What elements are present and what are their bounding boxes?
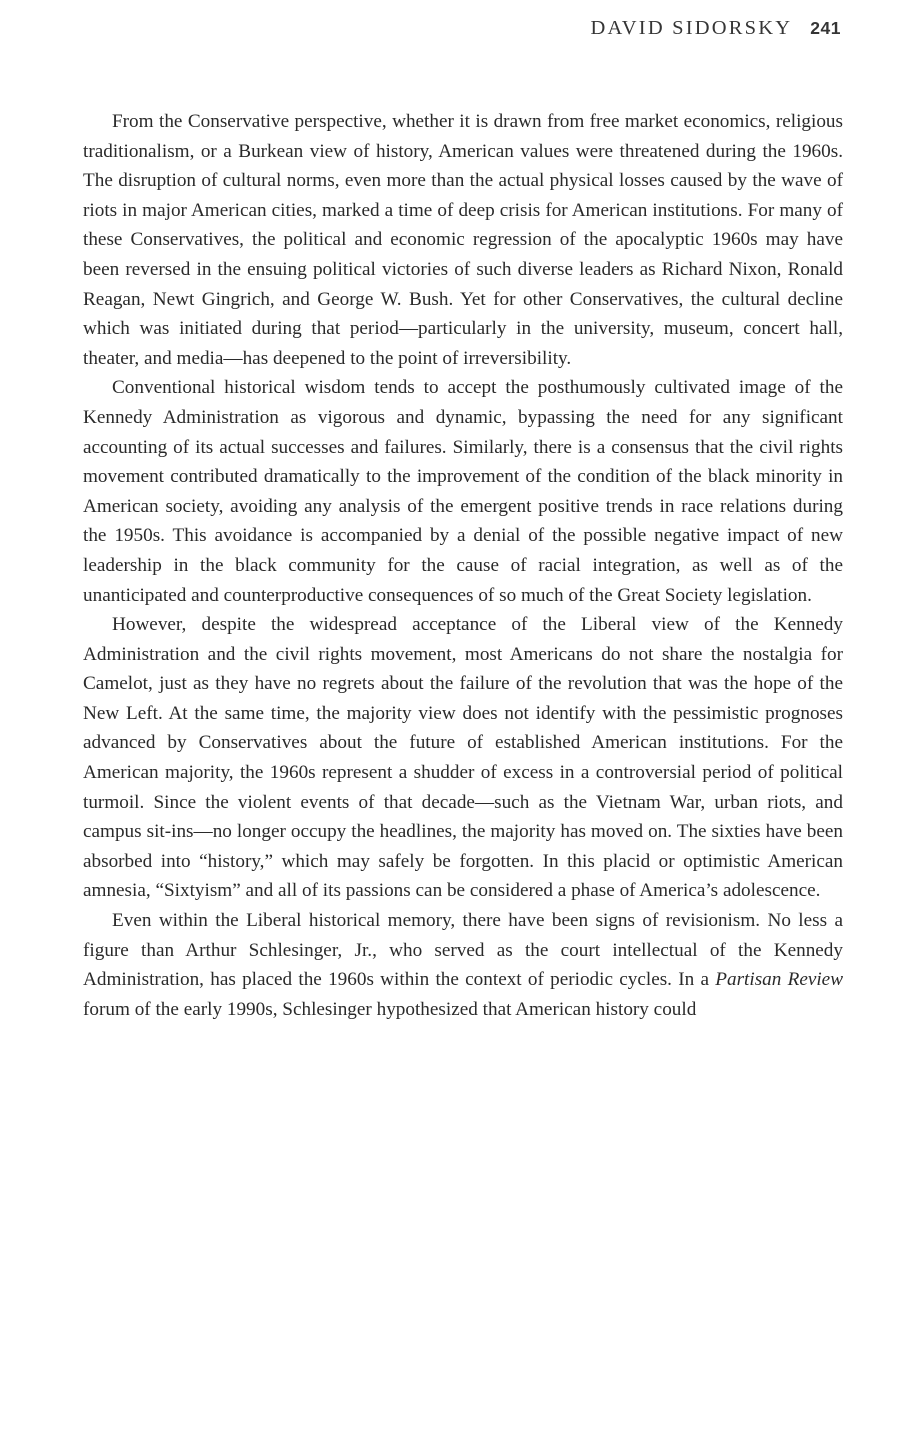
paragraph-4 <box>83 906 843 1024</box>
page-number: 241 <box>810 18 841 38</box>
paragraph-2: Conventional historical wisdom tends to accept the posthumously cultivated image of the Kennedy Administration as vigorous and dynamic, bypassing the need for any significant accounting of its actual successes and failures. Similarly, there is a consensus that the civil rights movement contributed dramatically to the improvement of the condition of the black minority in American society, avoiding any analysis of the emergent positive trends in race relations during the 1950s. This avoidance is accompanied by a denial of the possible negative impact of new leadership in the black community for the cause of racial integration, as well as of the unanticipated and counterproductive consequences of so much of the Great Society legislation. <box>83 377 843 606</box>
paragraph-1: From the Conservative perspective, whether it is drawn from free market economics, religious traditionalism, or a Burkean view of history, American values were threatened during the 1960s. The disruption of cultural norms, even more than the actual physical losses caused by the wave of riots in major American cities, marked a time of deep crisis for American institutions. For many of these Conservatives, the political and economic regression of the apocalyptic 1960s may have been reversed in the ensuing political victories of such diverse leaders as Richard Nixon, Ronald Reagan, Newt Gingrich, and George W. Bush. Yet for other Conservatives, the cultural decline which was initiated during that period—particularly in the university, museum, concert hall, theater, and media—has deepened to the point of irreversibility. <box>83 111 843 369</box>
body-text <box>83 107 843 1024</box>
paragraph-4-text-before: Even within the Liberal historical memory, there have been signs of revisionism. No less a figure than Arthur Schlesinger, Jr., who served as the court intellectual of the Kennedy Administration, has placed the 1960s within the context of periodic cycles. In a <box>83 910 843 991</box>
paragraph-3: However, despite the widespread acceptance of the Liberal view of the Kennedy Administration and the civil rights movement, most Americans do not share the nostalgia for Camelot, just as they have no regrets about the failure of the revolution that was the hope of the New Left. At the same time, the majority view does not identify with the pessimistic prognoses advanced by Conservatives about the future of established American institutions. For the American majority, the 1960s represent a shudder of excess in a controversial period of political turmoil. Since the violent events of that decade—such as the Vietnam War, urban riots, and campus sit-ins—no longer occupy the headlines, the majority has moved on. The sixties have been absorbed into “history,” which may safely be forgotten. In this placid or optimistic American amnesia, “Sixtyism” and all of its passions can be considered a phase of America’s adolescence. <box>83 614 843 902</box>
journal-title: Partisan Review <box>715 969 843 991</box>
running-head <box>590 17 841 40</box>
running-head-author: DAVID SIDORSKY <box>590 17 793 39</box>
paragraph-4-text-after: forum of the early 1990s, Schlesinger hypothesized that American history could <box>83 998 697 1020</box>
